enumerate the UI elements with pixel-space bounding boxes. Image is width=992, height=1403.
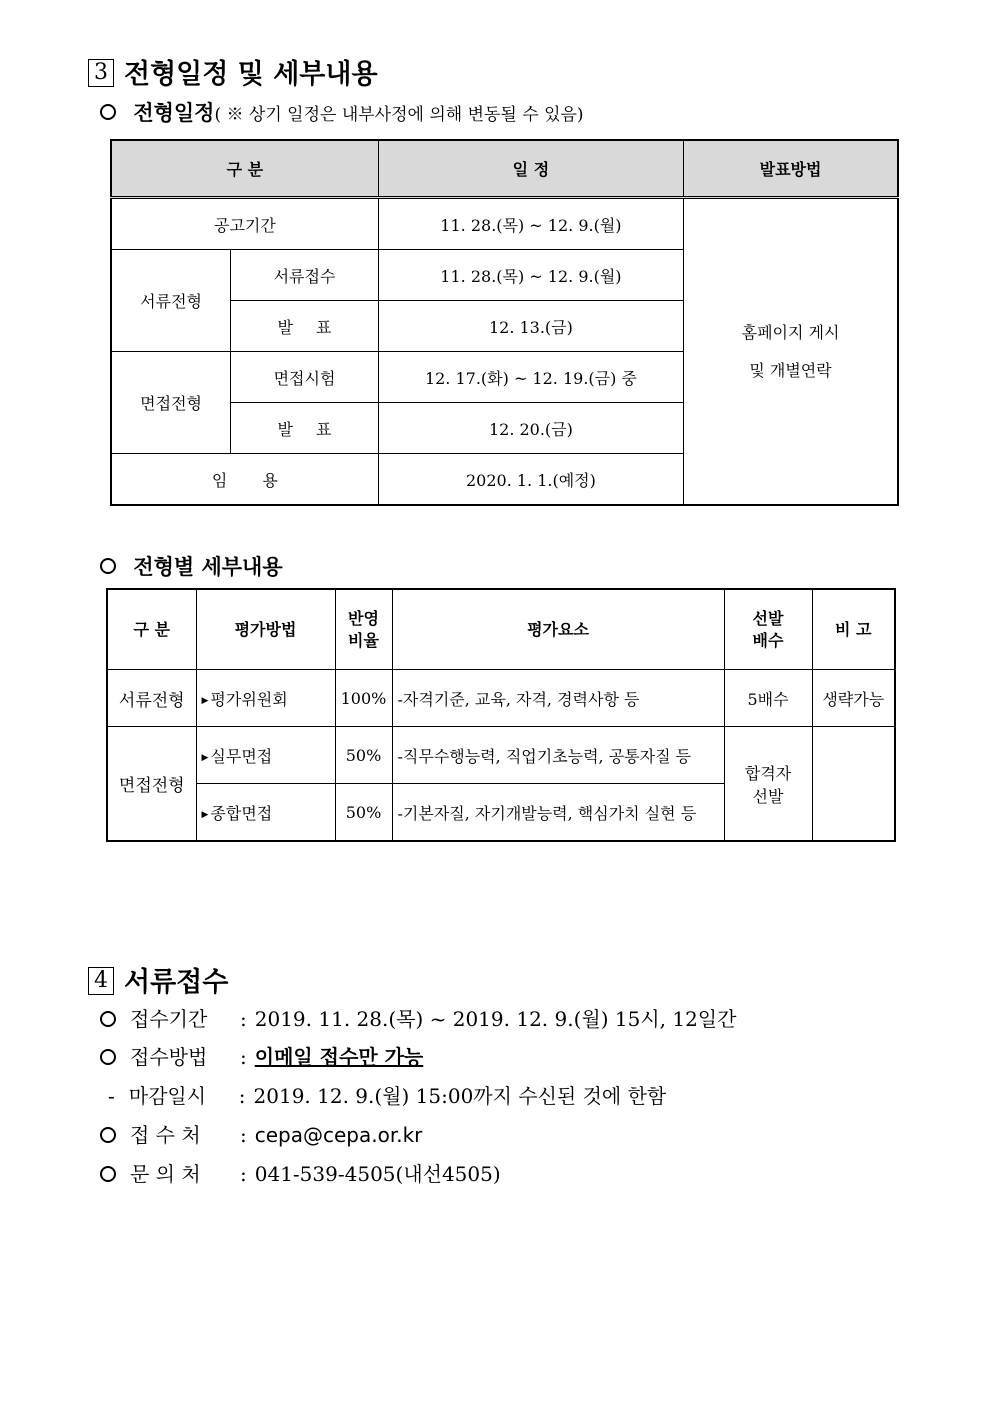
schedule-doc-announce-label: 발 표 (231, 301, 379, 352)
section4-number: 4 (88, 967, 114, 995)
detail-int1-ratio: 50% (335, 727, 392, 784)
detail-doc-select: 5배수 (724, 670, 812, 727)
triangle-bullet-icon: ▶ (201, 809, 209, 820)
circle-bullet-icon (100, 104, 116, 120)
schedule-method-line1: 홈페이지 게시 (741, 322, 840, 342)
schedule-int-group: 면접전형 (111, 352, 231, 454)
circle-bullet-icon (100, 1166, 116, 1182)
detail-header-ratio-1: 반영 (348, 608, 379, 628)
detail-header-category: 구 분 (107, 589, 196, 670)
info-method-label: 접수방법 (130, 1045, 208, 1069)
info-method-value: 이메일 접수만 가능 (254, 1045, 424, 1069)
schedule-method-line2: 및 개별연락 (749, 360, 832, 380)
info-separator: : (240, 1162, 247, 1186)
schedule-doc-receipt-date: 11. 28.(목) ~ 12. 9.(월) (378, 250, 683, 301)
schedule-notice-label: 공고기간 (111, 198, 378, 250)
info-period-value: 2019. 11. 28.(목) ~ 2019. 12. 9.(월) 15시, 12일간 (254, 1007, 737, 1031)
circle-bullet-icon (100, 1127, 116, 1143)
detail-heading-text: 전형별 세부내용 (133, 555, 283, 579)
detail-int-select (724, 727, 812, 842)
detail-int1-element: -직무수행능력, 직업기초능력, 공통자질 등 (392, 727, 724, 784)
info-separator: : (240, 1007, 247, 1031)
info-email-label: 접 수 처 (130, 1123, 201, 1147)
detail-int2-element: -기본자질, 자기개발능력, 핵심가치 실현 등 (392, 784, 724, 842)
circle-bullet-icon (100, 1011, 116, 1027)
section3-title (88, 52, 378, 91)
info-separator: : (240, 1045, 247, 1069)
schedule-int-announce-date: 12. 20.(금) (378, 403, 683, 454)
detail-header-select-2: 배수 (752, 630, 784, 650)
detail-header-ratio-2: 비율 (348, 630, 379, 650)
detail-int2-method-text: 종합면접 (210, 803, 273, 823)
detail-heading (100, 551, 283, 581)
info-method (100, 1041, 423, 1070)
detail-header-select-1: 선발 (752, 608, 784, 628)
schedule-notice-date: 11. 28.(목) ~ 12. 9.(월) (378, 198, 683, 250)
detail-int-select-2: 선발 (752, 786, 784, 806)
detail-doc-element: -자격기준, 교육, 자격, 경력사항 등 (392, 670, 724, 727)
info-contact (100, 1158, 501, 1187)
info-deadline-label: 마감일시 (128, 1084, 207, 1108)
circle-bullet-icon (100, 558, 116, 574)
triangle-bullet-icon: ▶ (201, 695, 209, 706)
detail-int1-method (196, 727, 335, 784)
detail-int2-ratio: 50% (335, 784, 392, 842)
detail-header-ratio (335, 589, 392, 670)
detail-doc-ratio: 100% (335, 670, 392, 727)
schedule-header-date: 일 정 (378, 140, 683, 198)
schedule-header-method: 발표방법 (684, 140, 898, 198)
schedule-doc-group: 서류전형 (111, 250, 231, 352)
section3-title-text: 전형일정 및 세부내용 (124, 59, 378, 90)
dash-bullet: - (108, 1084, 115, 1108)
info-deadline (108, 1080, 666, 1109)
schedule-doc-announce-date: 12. 13.(금) (378, 301, 683, 352)
info-deadline-value: 2019. 12. 9.(월) 15:00까지 수신된 것에 한함 (253, 1084, 667, 1108)
schedule-doc-receipt-label: 서류접수 (231, 250, 379, 301)
schedule-header-category: 구 분 (111, 140, 378, 198)
detail-doc-category: 서류전형 (107, 670, 196, 727)
detail-int1-method-text: 실무면접 (210, 746, 273, 766)
section4-title (88, 960, 228, 999)
info-separator: : (238, 1084, 246, 1108)
schedule-int-exam-date: 12. 17.(화) ~ 12. 19.(금) 중 (378, 352, 683, 403)
detail-int-select-1: 합격자 (744, 763, 792, 783)
schedule-int-announce-label: 발 표 (231, 403, 379, 454)
info-contact-value: 041-539-4505(내선4505) (254, 1162, 501, 1186)
schedule-note: ( ※ 상기 일정은 내부사정에 의해 변동될 수 있음) (214, 105, 584, 125)
detail-header-note: 비 고 (812, 589, 895, 670)
detail-int-note (812, 727, 895, 842)
schedule-hire-label: 임 용 (111, 454, 378, 506)
triangle-bullet-icon: ▶ (201, 752, 209, 763)
detail-int2-method (196, 784, 335, 842)
schedule-heading-text: 전형일정 (133, 101, 215, 125)
schedule-method-cell (684, 198, 898, 506)
section3-number: 3 (88, 59, 114, 87)
schedule-int-exam-label: 면접시험 (231, 352, 379, 403)
detail-int-category: 면접전형 (107, 727, 196, 842)
info-contact-label: 문 의 처 (130, 1162, 201, 1186)
schedule-hire-date: 2020. 1. 1.(예정) (378, 454, 683, 506)
info-email-value[interactable]: cepa@cepa.or.kr (254, 1123, 423, 1147)
detail-doc-note: 생략가능 (812, 670, 895, 727)
detail-table (106, 588, 896, 842)
info-period (100, 1003, 736, 1032)
circle-bullet-icon (100, 1049, 116, 1065)
info-separator: : (240, 1123, 247, 1147)
detail-doc-method-text: 평가위원회 (210, 689, 288, 709)
schedule-table (110, 139, 899, 506)
info-period-label: 접수기간 (130, 1007, 208, 1031)
detail-header-element: 평가요소 (392, 589, 724, 670)
detail-header-select (724, 589, 812, 670)
section4-title-text: 서류접수 (124, 967, 229, 998)
info-email (100, 1119, 422, 1148)
schedule-heading (100, 97, 584, 127)
detail-header-method: 평가방법 (196, 589, 335, 670)
detail-doc-method (196, 670, 335, 727)
